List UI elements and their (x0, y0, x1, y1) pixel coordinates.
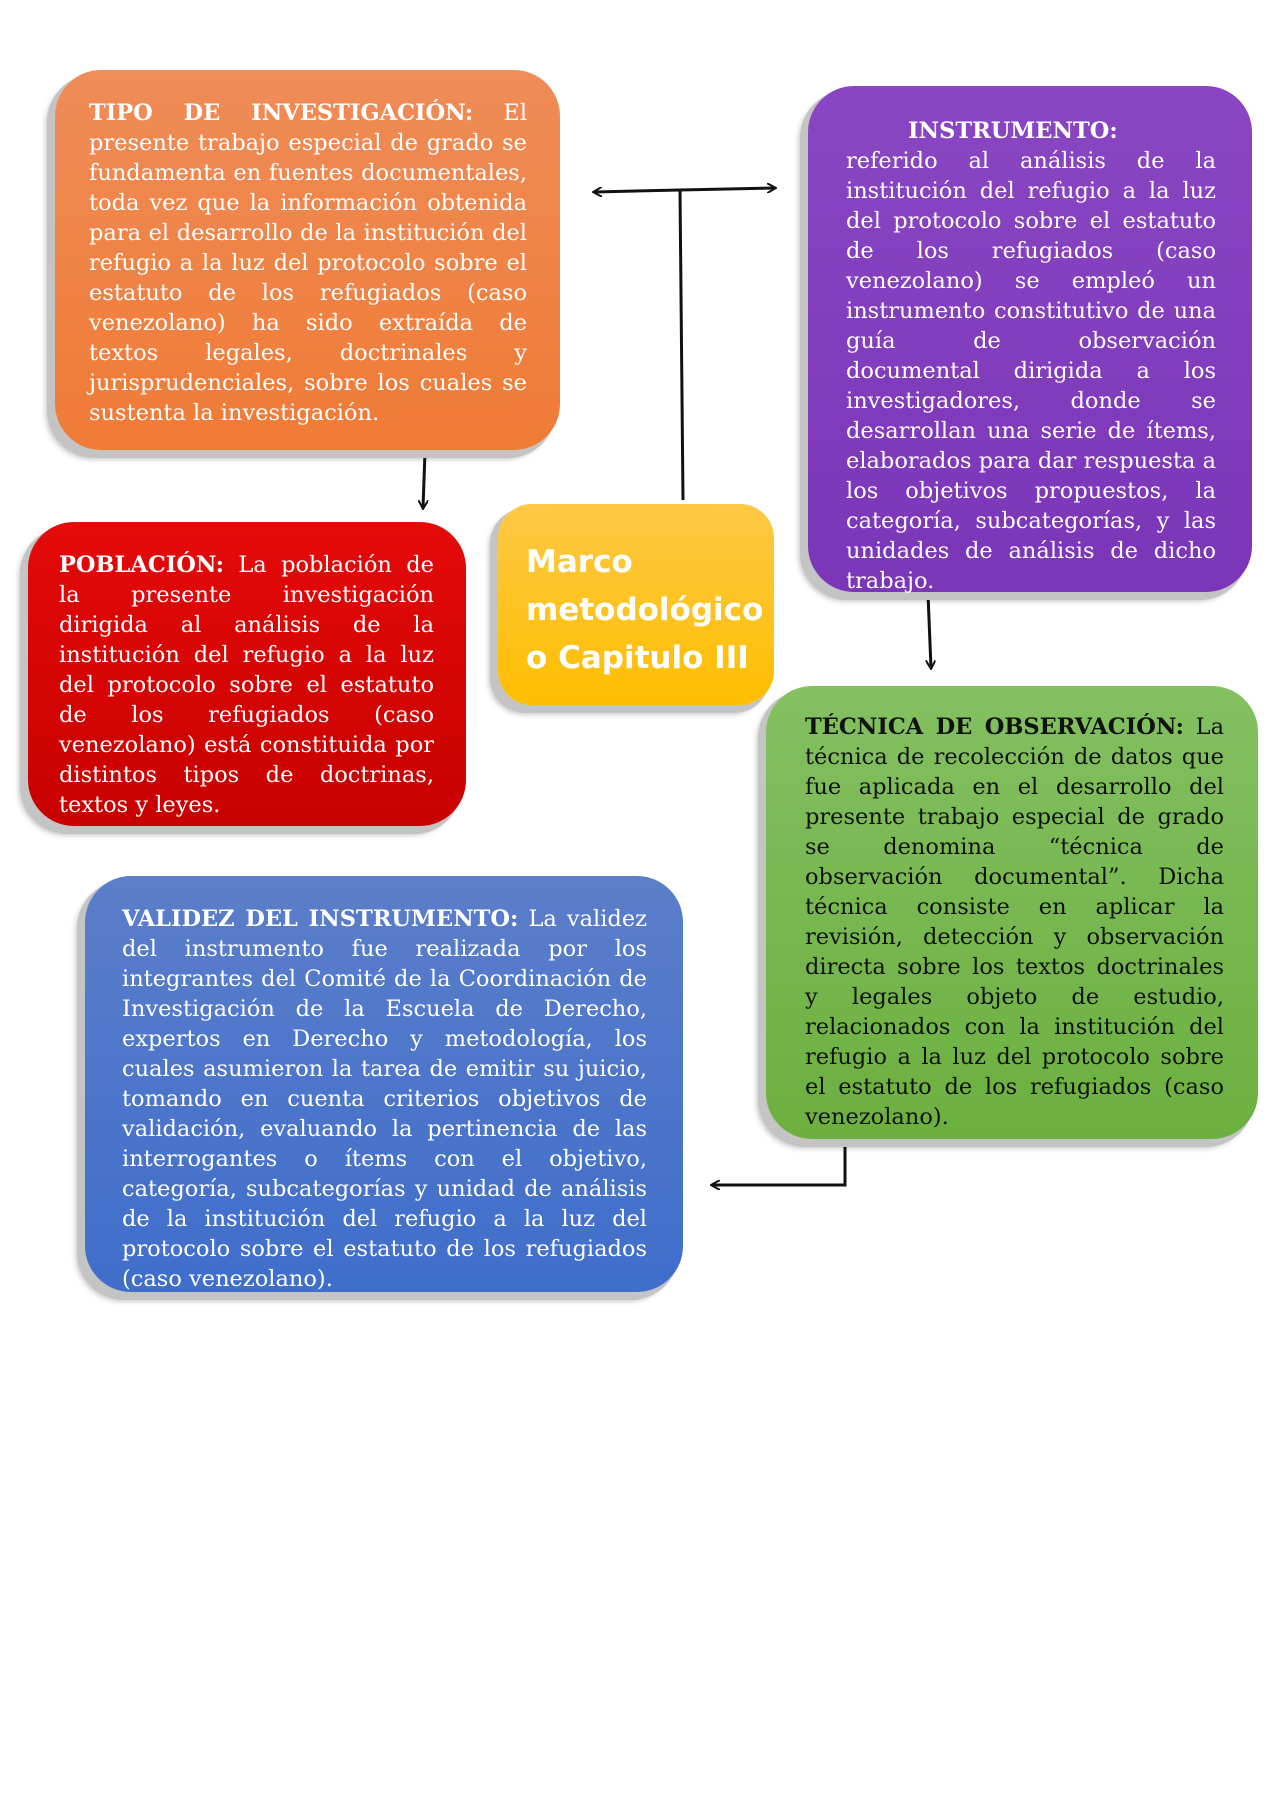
tipo-investigacion-label: TIPO DE INVESTIGACIÓN: (89, 100, 474, 126)
center-stem (680, 190, 683, 500)
arrow-to-instrumento (680, 188, 775, 190)
tipo-investigacion-text: El presente trabajo especial de grado se fundamenta en fuentes documentales, toda vez que la información obtenida para el desarrollo de la institución del refugio a la luz del protocolo sobre el estatuto de los refugiados (caso venezolano) ha sido extraída de textos legales, doctrinales y jurisprudenciales, sobre los cuales se sustenta la investigación. (89, 100, 528, 426)
tecnica-observacion-box (766, 686, 1258, 1139)
arrow-instrumento-to-tecnica (928, 594, 931, 668)
validez-instrumento-box (85, 876, 683, 1292)
arrow-tecnica-to-validez (712, 1138, 975, 1185)
instrumento-label: INSTRUMENTO: (908, 118, 1118, 144)
validez-instrumento-label: VALIDEZ DEL INSTRUMENTO: (122, 906, 519, 932)
marco-title-line-2: metodológico (526, 592, 764, 628)
arrow-to-tipo (594, 190, 680, 192)
tecnica-observacion-label: TÉCNICA DE OBSERVACIÓN: (805, 714, 1184, 740)
arrow-tipo-to-poblacion (423, 452, 425, 508)
tipo-investigacion-box (55, 70, 560, 450)
validez-instrumento-text: La validez del instrumento fue realizada por los integrantes del Comité de la Coordinación de Investigación de la Escuela de Derecho, expertos en Derecho y metodología, los cuales asumieron la tarea de emitir su juicio, tomando en cuenta criterios objetivos de validación, evaluando la pertinencia de las interrogantes o ítems con el objetivo, categoría, subcategorías y unidad de análisis de la institución del refugio a la luz del protocolo sobre el estatuto de los refugiados (caso venezolano). (122, 906, 647, 1292)
marco-title-line-3: o Capitulo III (526, 640, 749, 676)
instrumento-box (808, 86, 1252, 592)
poblacion-text: La población de la presente investigación dirigida al análisis de la institución del refugio a la luz del protocolo sobre el estatuto de los refugiados (caso venezolano) está constituida por distintos tipos de doctrinas, textos y leyes. (59, 552, 434, 818)
tecnica-observacion-text: La técnica de recolección de datos que fue aplicada en el desarrollo del presente trabajo especial de grado se denomina “técnica de observación documental”. Dicha técnica consiste en aplicar la revisión, detección y observación directa sobre los textos doctrinales y legales objeto de estudio, relacionados con la institución del refugio a la luz del protocolo sobre el estatuto de los refugiados (caso venezolano). (805, 714, 1224, 1130)
marco-title-line-1: Marco (526, 544, 633, 580)
marco-metodologico-box (498, 504, 774, 705)
poblacion-box (28, 522, 466, 826)
poblacion-label: POBLACIÓN: (59, 552, 224, 578)
instrumento-text: referido al análisis de la institución del refugio a la luz del protocolo sobre el estatuto de los refugiados (caso venezolano) se empleó un instrumento constitutivo de una guía de observación documental dirigida a los investigadores, donde se desarrollan una serie de ítems, elaborados para dar respuesta a los objetivos propuestos, la categoría, subcategorías, y las unidades de análisis de dicho trabajo. (846, 148, 1216, 594)
